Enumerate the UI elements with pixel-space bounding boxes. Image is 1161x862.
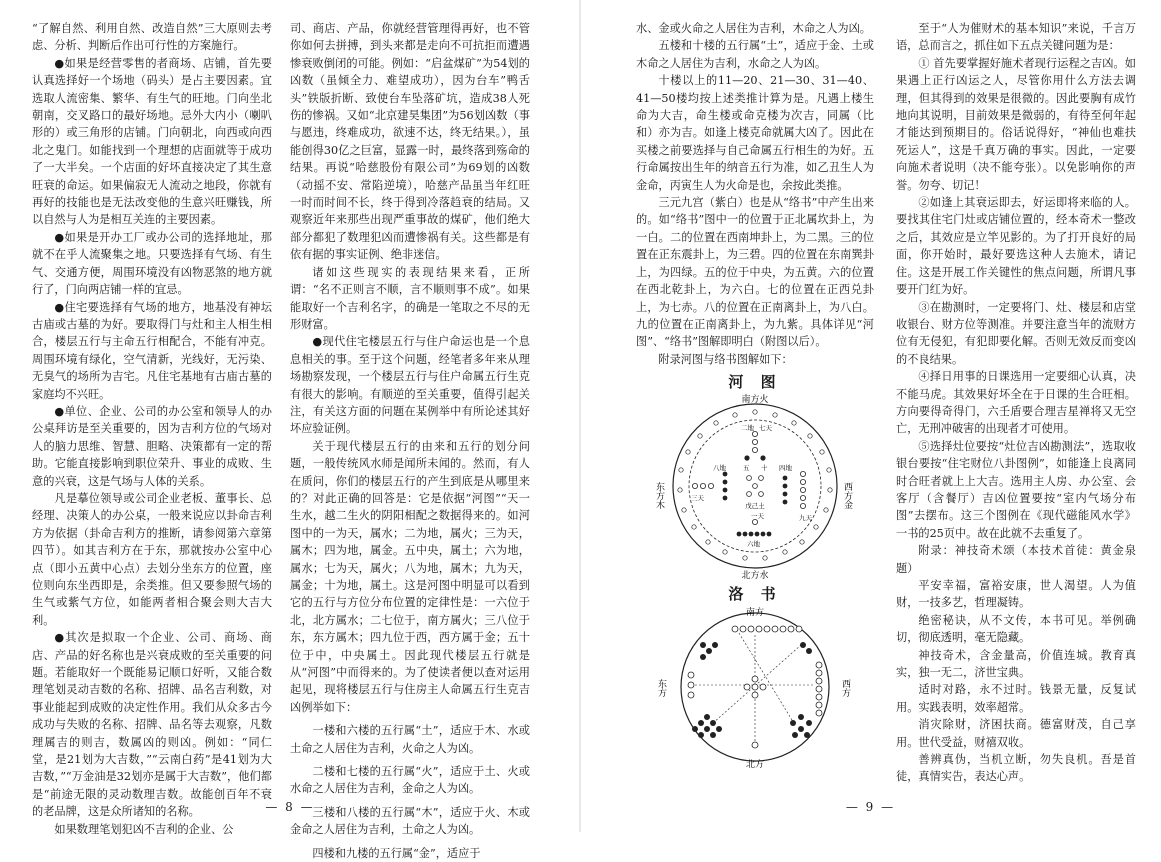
hetu-label: 十: [761, 463, 768, 472]
paragraph: ●其次是拟取一个企业、公司、商场、商店、产品的好名称也是兴衰成败的至关重要的问题。若能取好一个既能易记顺口好听，又能合数理笔划灵动吉数的名称、招牌、品名吉利数，对事业能起到成败的决定性作用。我们从众多古今成功与失败的名称、招牌、品名等去观察，凡数理属吉的则吉，数属凶的则凶。例如：“同仁堂，是21划为大吉数，”“云南白药”是41划为大吉数，”“万金油是32划亦是属于大吉数”，他们都是“前途无限的灵动数理吉数。故能创百年不衰的老品牌，这是众所诸知的名称。: [32, 631, 272, 819]
hetu-label: 一天: [751, 511, 764, 520]
paragraph: ②如逢上其衰运即去，好运即将来临的人。要找其住宅门灶或店铺位置的，经本奇术一整改之后，其效应是立竿见影的。为了打开良好的局面，你开始时，最好要选这种人去施术，请记住。这是开展工作关键性的焦点问题，所谓凡事要开门红为好。: [896, 196, 1136, 297]
paragraph: 水、金或火命之人居住为吉利，木命之人为凶。: [636, 22, 871, 35]
luoshu-east-label: 东方: [656, 678, 666, 697]
paragraph: 凡是摹位领导或公司企业老板、董事长、总经理、决策人的办公桌，一般来说应以卦命吉利方为依据（卦命吉利方的推断，请参阅第六章第四节）。如其吉利方在于东，那就按办公室中心点（即小五黄中心点）去划分坐东方的位置，座位则向东坐西即是，余类推。但又要参照气场的生气或紫气方位，如能两者相合聚会则大吉大利。: [32, 491, 272, 627]
paragraph: 五楼和十楼的五行属“土”，适应于金、土或木命之人居住为吉利，水命之人为凶。: [636, 39, 874, 70]
right-page-column-1: [636, 20, 874, 790]
paragraph: ●现代住宅楼层五行与住户命运也是一个息息相关的事。至于这个问题，经笔者多年来从理场勘察发现，一个楼层五行与住户命属五行生克有很大的影响。有顺逆的至关重要，值得引起关注，有关这方面的问题在某例举中有所论述其好坏应验证例。: [290, 335, 530, 436]
luoshu-title: 洛 书: [728, 584, 782, 603]
hetu-label: 六地: [747, 539, 760, 548]
hetu-diagram: [655, 394, 855, 580]
paragraph: “了解自然、利用自然、改造自然”三大原则去考虑、分析、判断后作出可行性的方案施行。: [32, 22, 272, 53]
right-page-column-2: [896, 20, 1136, 790]
paragraph: 二楼和七楼的五行属“火”，适应于土、火或水命之人居住为吉利，金命之人为凶。: [290, 765, 530, 796]
poem-line: 消灾除财，济困扶商。德富财茂，自己享用。世代受益，财禧双收。: [896, 718, 1136, 749]
paragraph: ④择日用事的日课选用一定要细心认真，决不能马虎。其效果好坏全在于日课的生合旺相。方向要得奇得门，六壬盾要合理吉星禅将又无空亡，无刑冲破害的出现者才可使用。: [896, 370, 1136, 436]
paragraph: 附录河图与络书图解如下：: [658, 352, 793, 366]
paragraph: 关于现代楼层五行的由来和五行的划分问题，一般传统风水师是闻所未闻的。然而，有人在质问，你们的楼层五行的产生到底是从哪里来的？对此正确的回答是：它是依据“河图”“天一生水，越二生火的阴阳相配之数据得来的。如河图中的一为天，属水；二为地，属火；三为天，属木；四为地，属金。五中央，属土；六为地，属水；七为天，属火；八为地，属木；九为天，属金；十为地，属土。这是河图中明显可以看到它的五行与方位分布位置的定律性是：一六位于北，北方属水；二七位于，南方属火；三八位于东，东方属木；四九位于西，西方属于金；五十位于中，中央属土。因此现代楼层五行就是从“河图”中而得来的。为了使读者便以查对运用起见，现将楼层五行与住房主人命属五行生克吉凶例举如下：: [290, 439, 530, 714]
paragraph: 三楼和八楼的五行属“木”，适应于火、木或金命之人居住为吉利，土命之人为凶。: [290, 805, 530, 837]
paragraph: ●住宅要选择有气场的地方，地基没有神坛古庙或古墓的为好。要取得门与灶和主人相生相合，楼层五行与主命五行相配合，不能有冲克。周围环境有绿化，空气清新，光线好，无污染、无臭气的场所为吉宅。凡住宅基地有古庙古墓的家庭均不兴旺。: [32, 300, 272, 401]
left-page-column-1: [32, 20, 272, 836]
paragraph: 附录：神技奇术颂（本技术首徒：黄金泉题）: [896, 544, 1136, 575]
right-page: [580, 0, 1161, 832]
paragraph: ① 首先要掌握好施术者现行运程之吉凶。如果遇上正行凶运之人，尽管你用什么方法去调理，但其得到的效果是很微的。因此要胸有成竹地向其说明，目前效果是微弱的，有待至何年起才能达到预期目的。俗话说得好，“神仙也难扶死运人”，这是千真万确的事实。因此，一定要向施术者说明（决不能夸张）。以免影响你的声誉。勿夸、切记！: [896, 56, 1136, 192]
hetu-label: 五: [743, 463, 750, 472]
paragraph: 四楼和九楼的五行属“金”，适应于: [312, 846, 481, 860]
poem-line: 平安幸福，富裕安康，世人渴望。人为值财，一技多艺，哲理凝铸。: [896, 579, 1136, 610]
poem-line: 适时对路，永不过时。钱景无量，反复试用。实践表明，效率超常。: [896, 683, 1136, 714]
paragraph: 至于“人为催财术的基本知识”来说，千言万语，总而言之，抓住如下五点关键问题为是：: [896, 22, 1136, 53]
hetu-east-label: 东方木: [654, 481, 664, 509]
luoshu-west-label: 西方: [840, 678, 850, 697]
hetu-title: 河 图: [728, 373, 782, 392]
luoshu-south-label: 南方: [745, 607, 765, 618]
paragraph: 如果数理笔划犯凶不吉利的企业、公: [54, 822, 234, 836]
poem-line: 善辨真伪，当机立断，勿失良机。吾是首徒，真情实告，表达心声。: [896, 753, 1136, 784]
poem-line: 神技奇术，含金量高，价值连城。教育真实，独一无二，济世宝典。: [896, 648, 1136, 680]
luoshu-black-dots: [692, 642, 812, 738]
hetu-label: 四地: [779, 463, 792, 472]
hetu-label: 二地: [741, 423, 754, 432]
paragraph: ●如果是开办工厂或办公司的选择地址，那就不在乎人流聚集之地。只要选择有气场、有生气、交通方便，周围环境没有凶物恶煞的地方就行了，门向两店铺一样的宜忌。: [32, 230, 272, 297]
paragraph: 三元九宫（紫白）也是从“络书”中产生出来的。如“络书”图中一的位置于正北属坎卦上，为一白。二的位置在西南坤卦上，为二黑。三的位置在正东震卦上，为三碧。四的位置在东南巽卦上，为四绿。五的位于中央，为五黄。六的位置在西北乾卦上，为六白。七的位置在正西兑卦上，为七赤。八的位置在正南离卦上，为八白。九的位置在正南离卦上，为九紫。具体详见“河图”、“络书”图解即明白（附图以后）。: [636, 196, 874, 349]
hetu-white-dots: [692, 431, 805, 524]
hetu-west-label: 西方金: [842, 481, 852, 509]
paragraph: 司、商店、产品，你就经营管理得再好，也不管你如何去拼搏，到头来都是走向不可抗拒而遭遇惨衰败倒闭的可能。例如：“启盆煤矿”为54划的凶数（虽倾全力、难望成功），因为台车”鸭舌头”铁版折断、致使台车坠落矿坑，造成38人死伤的惨祸。又如“北京建昊集团”为56划凶数（事与愿违，终难成功，欲速不达，终无结果。），虽能创得30亿之巨富，显露一时，最终落到殇命的结果。再说“哈慈股份有限公司”为69划的凶数（动摇不安、常陷逆境），哈慈产品虽当年红旺一时而时间不长，终于得到冷落趋衰的结局。又观察近年来那些出现严重事故的煤矿，他们绝大部分都犯了数理犯凶而遭惨祸有关。这些都是有依有据的事实证例、绝非迷信。: [290, 22, 530, 262]
paragraph: 十楼以上的11—20、21—30、31—40、41—50楼均按上述类推计算为是。凡遇上楼生命为大吉，命生楼或命克楼为次吉，同属（比和）亦为吉。如逢上楼克命就属大凶了。因此在买楼之前要选择与自己命属五行相生的为好。五行命属按出生年的纳音五行为准，如乙丑生人为金命，丙寅生人为火命是也，余按此类推。: [636, 74, 874, 192]
hetu-label: 八地: [713, 463, 726, 472]
luoshu-north-label: 北方: [745, 759, 765, 770]
left-page-column-2: [290, 20, 530, 860]
paragraph: ⑤选择灶位要按“灶位吉凶勘测法”，选取收银台要按“住宅财位八卦图例”，如能逢上良离同时合旺者就上上大吉。选用主人房、办公室、会客厅（含餐厅）吉凶位置要按“室内气场分布图”去摆布。这三个图例在《现代磁能风水学》一书的25页中。故在此就不去重复了。: [896, 439, 1136, 540]
page-number: — 9 —: [845, 800, 896, 814]
paragraph: ●单位、企业、公司的办公室和领导人的办公桌拜访是至关重要的，因为吉利方位的气场对人的脑力思维、智慧、胆略、决策都有一定的帮助。它能直接影响到职位荣升、事业的成败、生意的兴衰，这是气场与人体的关系。: [32, 404, 272, 488]
hetu-south-label: 南方火: [741, 394, 769, 405]
left-page: [0, 0, 580, 860]
hetu-label: 戊己土: [745, 501, 765, 510]
hetu-label: 九天: [799, 513, 812, 522]
hetu-label: 七天: [759, 423, 772, 432]
hetu-north-label: 北方水: [741, 570, 769, 581]
page-number: — 8 —: [265, 800, 315, 814]
paragraph: ③在勘测时，一定要将门、灶、楼层和店堂收银台、财方位等测准。并要注意当年的流财方位有无侵犯，有犯即要化解。否则无效反而变凶的不良结果。: [896, 300, 1136, 366]
poem-line: 绝密秘诀，从不文传，本书可见。举例确切，彻底透明，毫无隐藏。: [896, 613, 1136, 645]
paragraph: ●如果是经营零售的者商场、店铺，首先要认真选择好一个场地（码头）是占主要因素。宜选取人流密集、繁华、有生气的旺地。门向坐北朝南，交叉路口的最好场地。忌外大内小（喇叭形的）或三角形的店铺。门向朝北，向西或向西北之鬼门。如能找到一个理想的店面就等于成功了一大半矣。一个店面的好坏直接决定了其生意旺衰的命运。如果偏寂无人流动之地段，你就有再好的技能也是无法改变他的生意兴旺赚钱，所以自然与人为是相互关连的主要因素。: [32, 56, 272, 227]
paragraph: 一楼和六楼的五行属“土”，适应于木、水或土命之人居住为吉利，火命之人为凶。: [290, 724, 530, 755]
hetu-label: 三天: [691, 493, 704, 502]
paragraph: 诸如这些现实的表现结果来看，正所谓：“名不正则言不顺，言不顺则事不成”。如果能取好一个吉利名字，的确是一笔取之不尽的无形财富。: [290, 265, 530, 331]
luoshu-diagram: [655, 605, 855, 769]
